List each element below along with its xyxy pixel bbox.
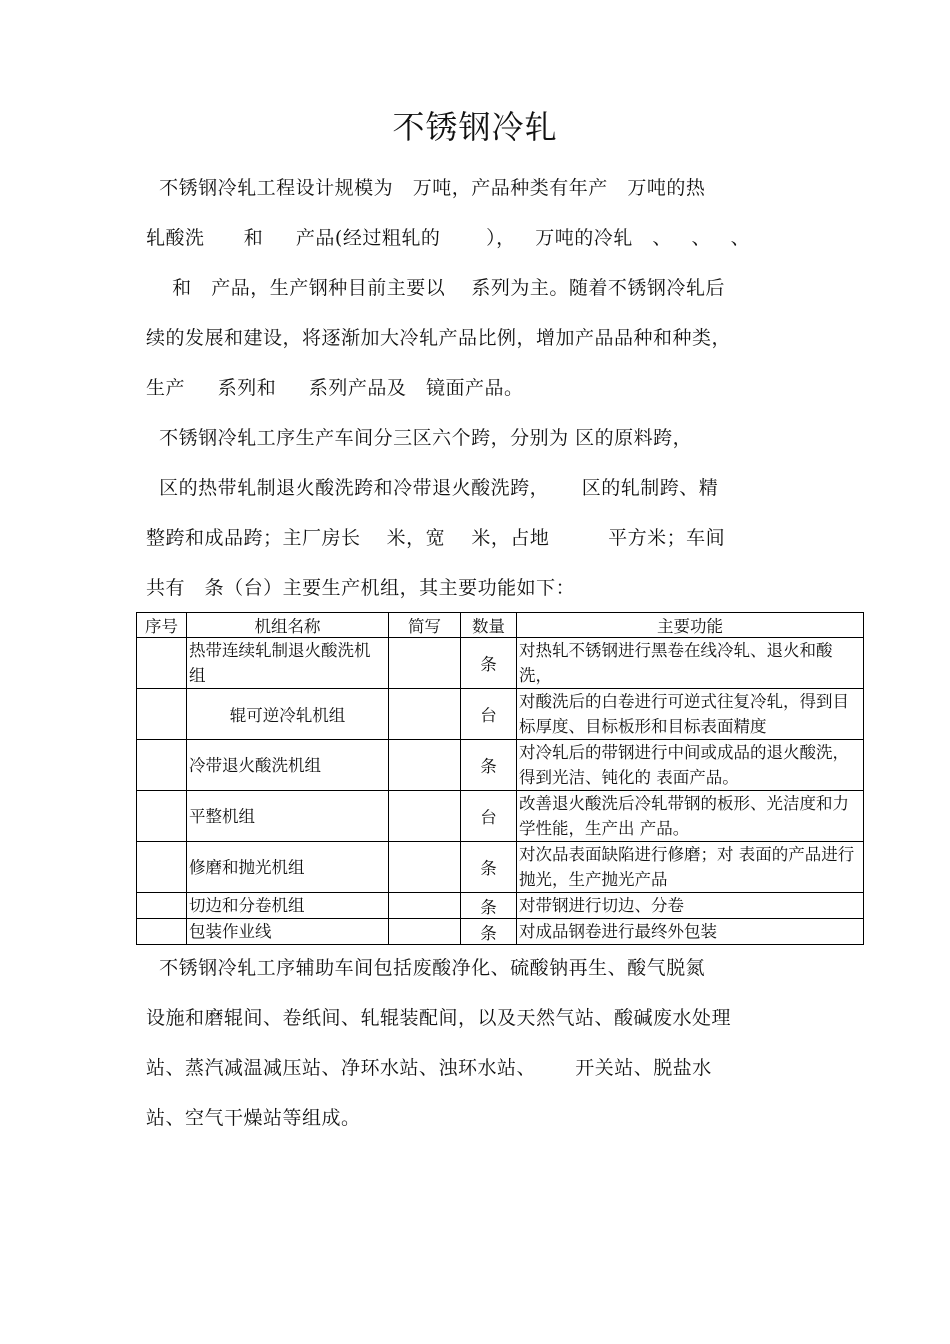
cell-qty: 条: [461, 893, 517, 919]
cell-abbr: [389, 689, 461, 740]
table-row: [137, 919, 864, 945]
cell-function: 对酸洗后的白卷进行可逆式往复冷轧，得到目标厚度、目标板形和目标表面精度: [517, 689, 864, 740]
cell-function: 对冷轧后的带钢进行中间或成品的退火酸洗，得到光洁、钝化的 表面产品。: [517, 740, 864, 791]
cell-abbr: [389, 919, 461, 945]
cell-abbr: [389, 791, 461, 842]
cell-qty: 条: [461, 842, 517, 893]
table-row: [137, 893, 864, 919]
table-row: [137, 740, 864, 791]
header-no: 序号: [137, 613, 187, 638]
cell-name: 切边和分卷机组: [187, 893, 389, 919]
cell-function: 改善退火酸洗后冷轧带钢的板形、光洁度和力学性能，生产出 产品。: [517, 791, 864, 842]
paragraph-line: 共有 条（台）主要生产机组，其主要功能如下：: [146, 577, 576, 599]
paragraph-line: 生产 系列和 系列产品及 镜面产品。: [146, 377, 524, 399]
cell-qty: 台: [461, 689, 517, 740]
cell-no: [137, 791, 187, 842]
cell-abbr: [389, 893, 461, 919]
table-row: [137, 638, 864, 689]
paragraph-line: 不锈钢冷轧工程设计规模为 万吨，产品种类有年产 万吨的热: [146, 177, 706, 199]
header-function: 主要功能: [517, 613, 864, 638]
paragraph-line: 设施和磨辊间、卷纸间、轧辊装配间，以及天然气站、酸碱废水处理: [146, 1007, 732, 1029]
paragraph-line: 区的热带轧制退火酸洗跨和冷带退火酸洗跨， 区的轧制跨、精: [146, 477, 719, 499]
production-units-table: [136, 612, 864, 945]
cell-function: 对次品表面缺陷进行修磨；对 表面的产品进行抛光，生产抛光产品: [517, 842, 864, 893]
cell-name: 修磨和抛光机组: [187, 842, 389, 893]
paragraph-line: 轧酸洗 和 产品(经过粗轧的 ）， 万吨的冷轧 、 、 、: [146, 227, 751, 249]
header-abbr: 简写: [389, 613, 461, 638]
cell-function: 对带钢进行切边、分卷: [517, 893, 864, 919]
paragraph-line: 整跨和成品跨；主厂房长 米，宽 米，占地 平方米；车间: [146, 527, 726, 549]
cell-abbr: [389, 740, 461, 791]
paragraph-line: 站、蒸汽减温减压站、净环水站、浊环水站、 开关站、脱盐水: [146, 1057, 712, 1079]
header-name: 机组名称: [187, 613, 389, 638]
cell-abbr: [389, 842, 461, 893]
cell-no: [137, 638, 187, 689]
cell-no: [137, 740, 187, 791]
paragraph-line: 不锈钢冷轧工序辅助车间包括废酸净化、硫酸钠再生、酸气脱氮: [146, 957, 706, 979]
table-row: [137, 842, 864, 893]
cell-function: 对热轧不锈钢进行黑卷在线冷轧、退火和酸洗，: [517, 638, 864, 689]
cell-name: 辊可逆冷轧机组: [187, 689, 389, 740]
table-row: [137, 791, 864, 842]
cell-name: 热带连续轧制退火酸洗机组: [187, 638, 389, 689]
cell-no: [137, 689, 187, 740]
cell-qty: 条: [461, 638, 517, 689]
paragraph-line: 续的发展和建设，将逐渐加大冷轧产品比例，增加产品品种和种类，: [146, 327, 732, 349]
table-header-row: [137, 613, 864, 638]
paragraph-line: 不锈钢冷轧工序生产车间分三区六个跨，分别为 区的原料跨，: [146, 427, 693, 449]
cell-name: 包装作业线: [187, 919, 389, 945]
cell-abbr: [389, 638, 461, 689]
cell-no: [137, 919, 187, 945]
cell-qty: 条: [461, 740, 517, 791]
paragraph-line: 站、空气干燥站等组成。: [146, 1107, 361, 1129]
paragraph-line: 和 产品，生产钢种目前主要以 系列为主。随着不锈钢冷轧后: [146, 277, 725, 299]
page-title: 不锈钢冷轧: [392, 108, 558, 146]
cell-qty: 条: [461, 919, 517, 945]
cell-name: 平整机组: [187, 791, 389, 842]
table-row: [137, 689, 864, 740]
cell-qty: 台: [461, 791, 517, 842]
header-qty: 数量: [461, 613, 517, 638]
cell-name: 冷带退火酸洗机组: [187, 740, 389, 791]
cell-no: [137, 842, 187, 893]
cell-function: 对成品钢卷进行最终外包装: [517, 919, 864, 945]
cell-no: [137, 893, 187, 919]
